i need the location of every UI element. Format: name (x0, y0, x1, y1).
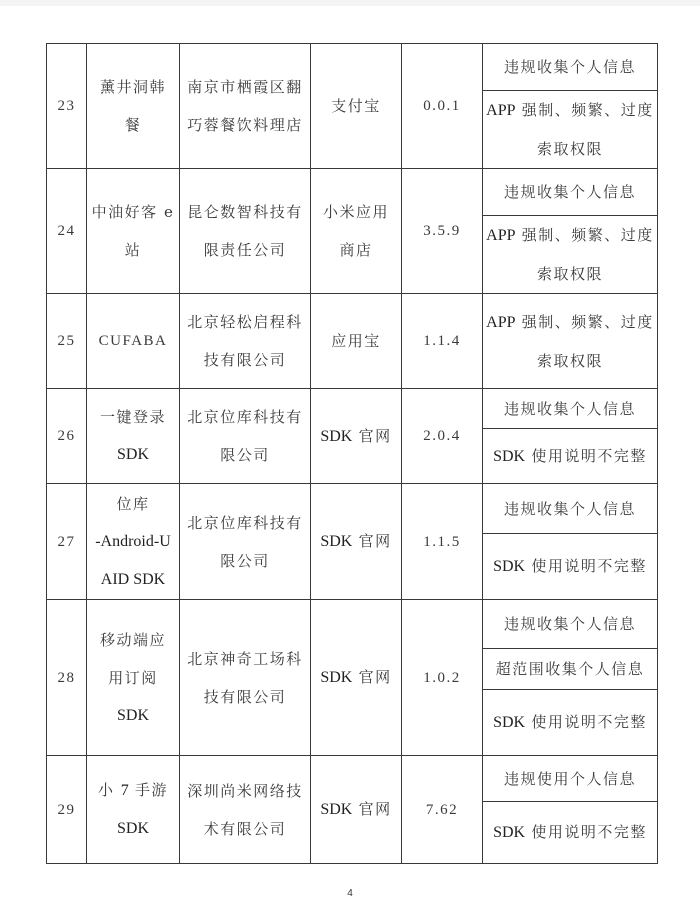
version: 2.0.4 (402, 389, 483, 484)
page-number: 4 (347, 888, 353, 899)
source-store: SDK 官网 (311, 756, 402, 864)
app-name: CUFABA (87, 294, 180, 389)
app-name: 小 7 手游 SDK (87, 756, 180, 864)
table-row (47, 294, 658, 389)
source-store: 小米应用 商店 (311, 169, 402, 294)
issue: 违规收集个人信息 (483, 44, 658, 91)
issue: 违规收集个人信息 (483, 484, 658, 534)
version: 0.0.1 (402, 44, 483, 169)
row-number: 26 (47, 389, 87, 484)
issue: APP 强制、频繁、过度 索取权限 (483, 91, 658, 169)
issue: SDK 使用说明不完整 (483, 534, 658, 600)
table-row (47, 600, 658, 649)
source-store: 支付宝 (311, 44, 402, 169)
issue: 违规收集个人信息 (483, 389, 658, 429)
issue: SDK 使用说明不完整 (483, 690, 658, 756)
developer: 昆仑数智科技有 限责任公司 (180, 169, 311, 294)
issue: 超范围收集个人信息 (483, 649, 658, 690)
version: 3.5.9 (402, 169, 483, 294)
issue: APP 强制、频繁、过度 索取权限 (483, 294, 658, 389)
row-number: 25 (47, 294, 87, 389)
table-row (47, 484, 658, 534)
developer: 北京神奇工场科 技有限公司 (180, 600, 311, 756)
developer: 深圳尚米网络技 术有限公司 (180, 756, 311, 864)
developer: 北京位库科技有 限公司 (180, 484, 311, 600)
row-number: 23 (47, 44, 87, 169)
issue: 违规使用个人信息 (483, 756, 658, 802)
row-number: 29 (47, 756, 87, 864)
issue: 违规收集个人信息 (483, 169, 658, 216)
issue: SDK 使用说明不完整 (483, 802, 658, 864)
source-store: SDK 官网 (311, 484, 402, 600)
version: 1.0.2 (402, 600, 483, 756)
row-number: 27 (47, 484, 87, 600)
app-name: 中油好客 e 站 (87, 169, 180, 294)
table-row (47, 756, 658, 802)
source-store: SDK 官网 (311, 389, 402, 484)
app-name: 移动端应 用订阅 SDK (87, 600, 180, 756)
version: 1.1.4 (402, 294, 483, 389)
source-store: SDK 官网 (311, 600, 402, 756)
developer: 北京位库科技有 限公司 (180, 389, 311, 484)
version: 7.62 (402, 756, 483, 864)
row-number: 28 (47, 600, 87, 756)
source-store: 应用宝 (311, 294, 402, 389)
version: 1.1.5 (402, 484, 483, 600)
violations-table (46, 43, 658, 864)
row-number: 24 (47, 169, 87, 294)
app-name: 位库 -Android-U AID SDK (87, 484, 180, 600)
table-row (47, 169, 658, 216)
developer: 南京市栖霞区翻 巧蓉餐饮料理店 (180, 44, 311, 169)
app-name: 薰井洞韩 餐 (87, 44, 180, 169)
app-name: 一键登录 SDK (87, 389, 180, 484)
top-edge (0, 0, 700, 6)
table-row (47, 44, 658, 91)
issue: APP 强制、频繁、过度 索取权限 (483, 216, 658, 294)
issue: SDK 使用说明不完整 (483, 429, 658, 484)
issue: 违规收集个人信息 (483, 600, 658, 649)
table-row (47, 389, 658, 429)
developer: 北京轻松启程科 技有限公司 (180, 294, 311, 389)
